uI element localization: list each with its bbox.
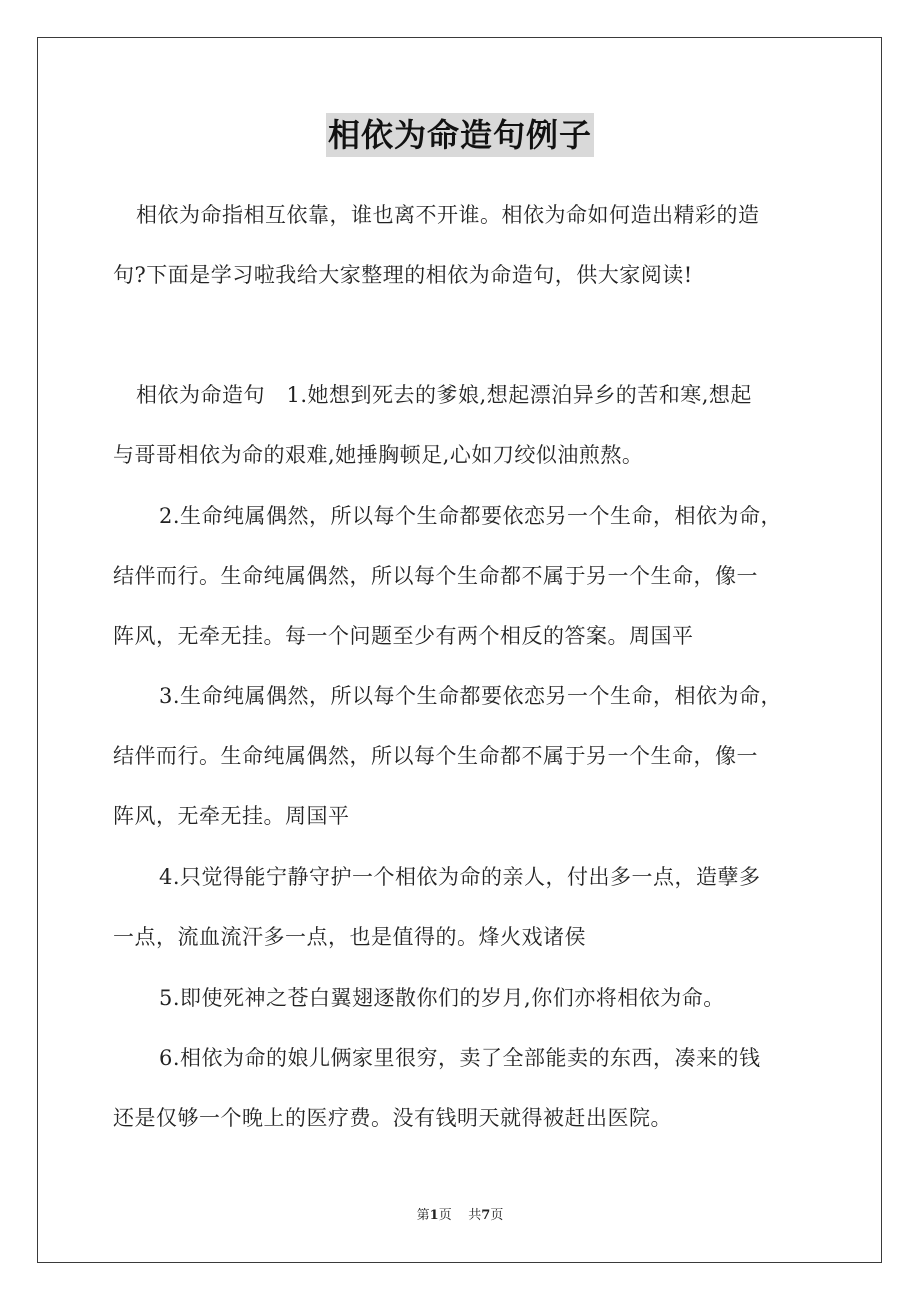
sentence-5 — [113, 968, 813, 1028]
sentence-line: 与哥哥相依为命的艰难,她捶胸顿足,心如刀绞似油煎熬。 — [113, 443, 644, 467]
footer-total-suffix: 页 — [490, 1208, 504, 1223]
sentence-4 — [113, 847, 813, 967]
footer-page-prefix: 第 — [416, 1208, 430, 1223]
sentence-2 — [113, 486, 813, 666]
intro-line: 句?下面是学习啦我给大家整理的相依为命造句，供大家阅读! — [113, 263, 693, 287]
sentence-line: 6.相依为命的娘儿俩家里很穷，卖了全部能卖的东西，凑来的钱 — [159, 1046, 761, 1070]
document-title: 相依为命造句例子 — [326, 113, 594, 157]
sentence-line: 阵风，无牵无挂。周国平 — [113, 804, 350, 828]
footer-total-prefix: 共 — [468, 1208, 482, 1223]
sentence-line: 2.生命纯属偶然，所以每个生命都要依恋另一个生命，相依为命， — [159, 504, 783, 528]
intro-line: 相依为命指相互依靠，谁也离不开谁。相依为命如何造出精彩的造 — [136, 203, 760, 227]
sentence-line: 相依为命造句 1.她想到死去的爹娘,想起漂泊异乡的苦和寒,想起 — [136, 383, 752, 407]
sentence-1 — [113, 365, 813, 485]
sentence-3 — [113, 666, 813, 846]
title-area — [0, 113, 920, 157]
intro-paragraph — [113, 185, 813, 305]
footer-page-suffix: 页 — [438, 1208, 452, 1223]
sentence-line: 结伴而行。生命纯属偶然，所以每个生命都不属于另一个生命，像一 — [113, 744, 758, 768]
sentence-line: 还是仅够一个晚上的医疗费。没有钱明天就得被赶出医院。 — [113, 1106, 672, 1130]
sentence-line: 一点，流血流汗多一点，也是值得的。烽火戏诸侯 — [113, 925, 586, 949]
sentence-line: 5.即使死神之苍白翼翅逐散你们的岁月,你们亦将相依为命。 — [159, 986, 725, 1010]
footer-page-current: 1 — [429, 1208, 439, 1223]
sentence-line: 阵风，无牵无挂。每一个问题至少有两个相反的答案。周国平 — [113, 624, 694, 648]
sentence-line: 3.生命纯属偶然，所以每个生命都要依恋另一个生命，相依为命， — [159, 684, 783, 708]
sentence-line: 4.只觉得能宁静守护一个相依为命的亲人，付出多一点，造孽多 — [159, 865, 761, 889]
page-footer — [0, 1207, 920, 1225]
sentence-6 — [113, 1028, 813, 1148]
footer-page-total: 7 — [481, 1208, 491, 1223]
sentence-line: 结伴而行。生命纯属偶然，所以每个生命都不属于另一个生命，像一 — [113, 564, 758, 588]
